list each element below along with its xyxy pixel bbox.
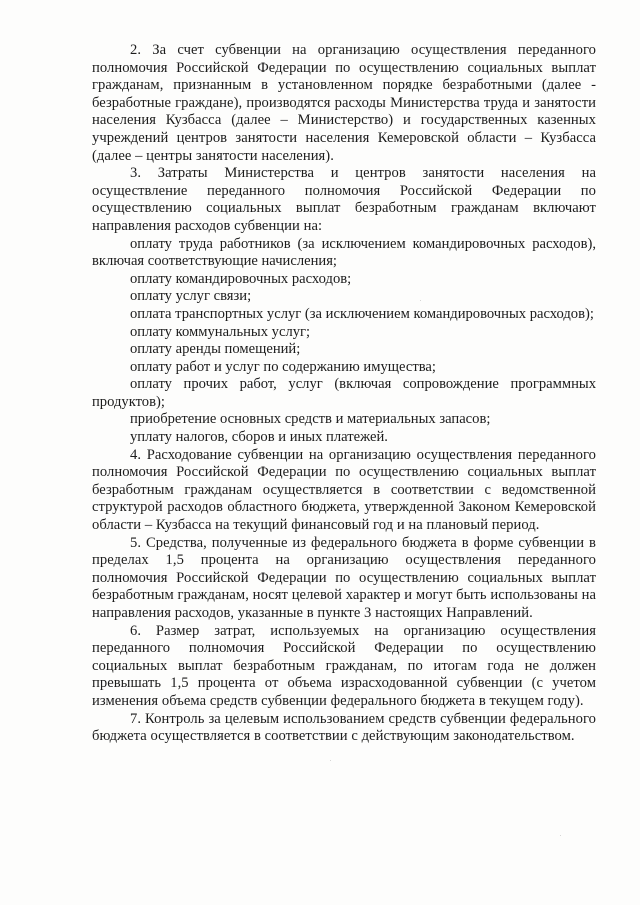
paragraph-5: 5. Средства, полученные из федерального бюджета в форме субвенции в пределах 1,5 процента на организацию осуществления переданного полномочия Российской Федерации по осуществлению социальных выплат безработным гражданам, носят целевой характер и могут быть использованы на направления расходов, указанные в пункте 3 настоящих Направлений. xyxy=(92,534,596,621)
list-item: оплату работ и услуг по содержанию имущества; xyxy=(130,358,436,375)
list-item: оплату труда работников (за исключением командировочных расходов), включая соответствующие начисления; xyxy=(92,235,596,270)
list-item: оплату коммунальных услуг; xyxy=(130,323,311,340)
scan-speck xyxy=(330,760,331,761)
paragraph-4: 4. Расходование субвенции на организацию осуществления переданного полномочия Российской Федерации по осуществлению социальных выплат безработным гражданам осуществляется в соответствии с ведомственной структурой расходов областного бюджета, утвержденной Законом Кемеровской области – Кузбасса на текущий финансовый год и на плановый период. xyxy=(92,446,596,534)
list-item: оплату услуг связи; xyxy=(130,288,252,305)
expense-list xyxy=(92,236,596,447)
paragraph-6: 6. Размер затрат, используемых на организацию осуществления переданного полномочия Российской Федерации по осуществлению социальных выплат безработным гражданам, по итогам года не должен превышать 1,5 процента от объема израсходованной субвенции (с учетом изменения объема средств субвенции федерального бюджета в текущем году). xyxy=(92,622,596,709)
scan-speck xyxy=(560,835,561,836)
list-item: оплату командировочных расходов; xyxy=(130,270,352,287)
scan-speck xyxy=(470,498,471,499)
list-item: уплату налогов, сборов и иных платежей. xyxy=(130,429,388,446)
list-item: оплату аренды помещений; xyxy=(130,341,301,358)
paragraph-3: 3. Затраты Министерства и центров занятости населения на осуществление переданного полномочия Российской Федерации по осуществлению социальных выплат безработным гражданам включают направления расходов субвенции на: xyxy=(92,165,596,234)
paragraph-2: 2. За счет субвенции на организацию осуществления переданного полномочия Российской Федерации по осуществлению социальных выплат гражданам, признанным в установленном порядке безработными (далее - безработные граждане), производятся расходы Министерства труда и занятости населения Кузбасса (далее – Министерство) и государственных казенных учреждений центров занятости населения Кемеровской области – Кузбасса (далее – центры занятости населения). xyxy=(92,42,596,164)
list-item: оплату прочих работ, услуг (включая сопровождение программных продуктов); xyxy=(92,376,596,410)
paragraph-7: 7. Контроль за целевым использованием средств субвенции федерального бюджета осуществляется в соответствии с действующим законодательством. xyxy=(92,710,596,745)
scan-speck xyxy=(420,300,421,301)
list-item: оплата транспортных услуг (за исключением командировочных расходов); xyxy=(130,305,594,322)
list-item: приобретение основных средств и материальных запасов; xyxy=(130,411,491,428)
